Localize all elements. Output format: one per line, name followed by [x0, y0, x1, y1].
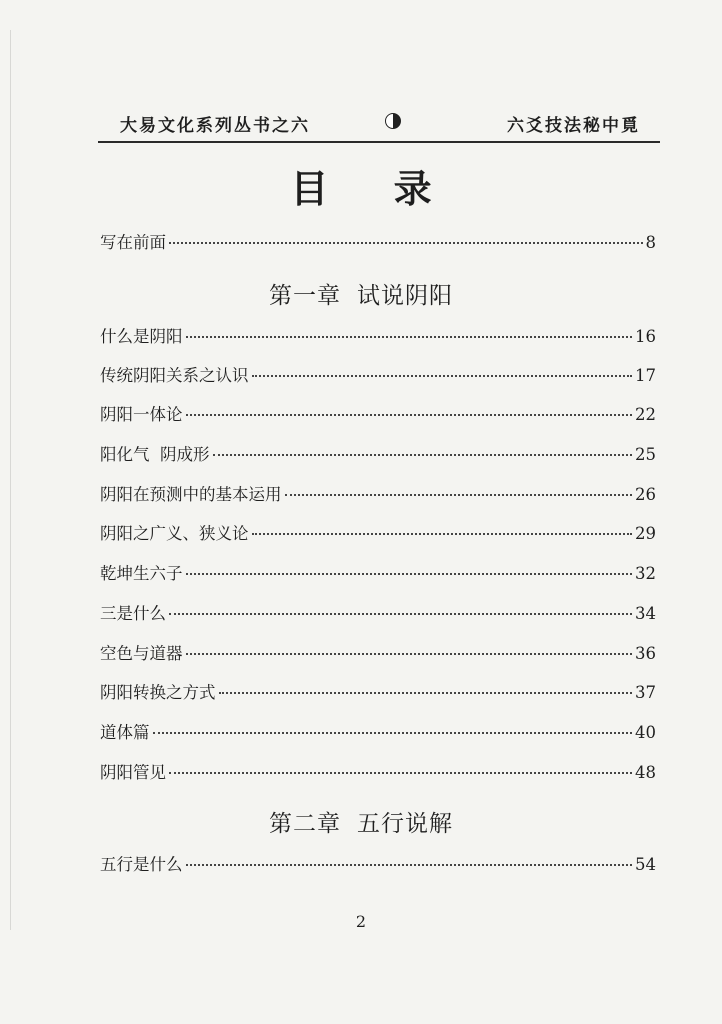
toc-entry[interactable] [100, 560, 656, 584]
entry-page: 36 [635, 644, 656, 663]
entry-title: 阴阳之广义、狭义论 [100, 524, 249, 543]
toc-entry[interactable] [100, 640, 656, 664]
dot-leader [252, 375, 633, 377]
chapter-title: 五行说解 [357, 811, 453, 837]
page-number: 2 [355, 912, 367, 931]
entry-title: 传统阴阳关系之认识 [100, 366, 249, 385]
entry-page: 54 [635, 855, 656, 874]
entry-page: 34 [635, 604, 656, 623]
entry-title: 阴阳在预测中的基本运用 [100, 485, 282, 504]
entry-title: 什么是阴阳 [100, 327, 183, 346]
chapter-heading-1 [0, 277, 722, 310]
entry-page: 22 [635, 405, 656, 424]
toc-entry-preface[interactable] [100, 229, 656, 253]
entry-title: 五行是什么 [100, 855, 183, 874]
taiji-icon [385, 113, 401, 129]
dot-leader [213, 454, 633, 456]
book-title: 六爻技法秘中覓 [507, 116, 640, 136]
entry-page: 48 [635, 763, 656, 782]
dot-leader [285, 494, 633, 496]
running-header [98, 105, 660, 143]
toc-entry[interactable] [100, 851, 656, 875]
dot-leader [186, 573, 633, 575]
dot-leader [252, 533, 633, 535]
entry-page: 32 [635, 564, 656, 583]
toc-entry[interactable] [100, 600, 656, 624]
entry-title: 乾坤生六子 [100, 564, 183, 583]
entry-page: 26 [635, 485, 656, 504]
entry-page: 29 [635, 524, 656, 543]
toc-entry[interactable] [100, 679, 656, 703]
dot-leader [186, 864, 633, 866]
dot-leader [186, 653, 633, 655]
entry-title: 空色与道器 [100, 644, 183, 663]
entry-title: 阴阳管见 [100, 763, 166, 782]
entry-title: 写在前面 [100, 233, 166, 252]
dot-leader [186, 336, 633, 338]
dot-leader [153, 732, 633, 734]
dot-leader [186, 414, 633, 416]
entry-title: 阳化气 阴成形 [100, 445, 210, 464]
entry-title: 阴阳一体论 [100, 405, 183, 424]
entry-title: 三是什么 [100, 604, 166, 623]
entry-page: 25 [635, 445, 656, 464]
entry-page: 37 [635, 683, 656, 702]
toc-entry[interactable] [100, 719, 656, 743]
series-title: 大易文化系列丛书之六 [120, 116, 310, 136]
toc-title: 目 录 [290, 166, 458, 211]
entry-title: 阴阳转换之方式 [100, 683, 216, 702]
entry-page: 17 [635, 366, 656, 385]
entry-page: 8 [645, 233, 656, 252]
toc-entry[interactable] [100, 323, 656, 347]
entry-page: 40 [635, 723, 656, 742]
chapter-heading-2 [0, 805, 722, 838]
chapter-number: 第一章 [269, 283, 341, 309]
entry-page: 16 [635, 327, 656, 346]
toc-entry[interactable] [100, 441, 656, 465]
dot-leader [219, 692, 633, 694]
chapter-number: 第二章 [269, 811, 341, 837]
dot-leader [169, 772, 632, 774]
dot-leader [169, 613, 632, 615]
entry-title: 道体篇 [100, 723, 150, 742]
toc-entry[interactable] [100, 759, 656, 783]
chapter-title: 试说阴阳 [357, 283, 453, 309]
toc-entry[interactable] [100, 481, 656, 505]
toc-entry[interactable] [100, 362, 656, 386]
toc-entry[interactable] [100, 520, 656, 544]
toc-entry[interactable] [100, 401, 656, 425]
dot-leader [169, 242, 643, 244]
